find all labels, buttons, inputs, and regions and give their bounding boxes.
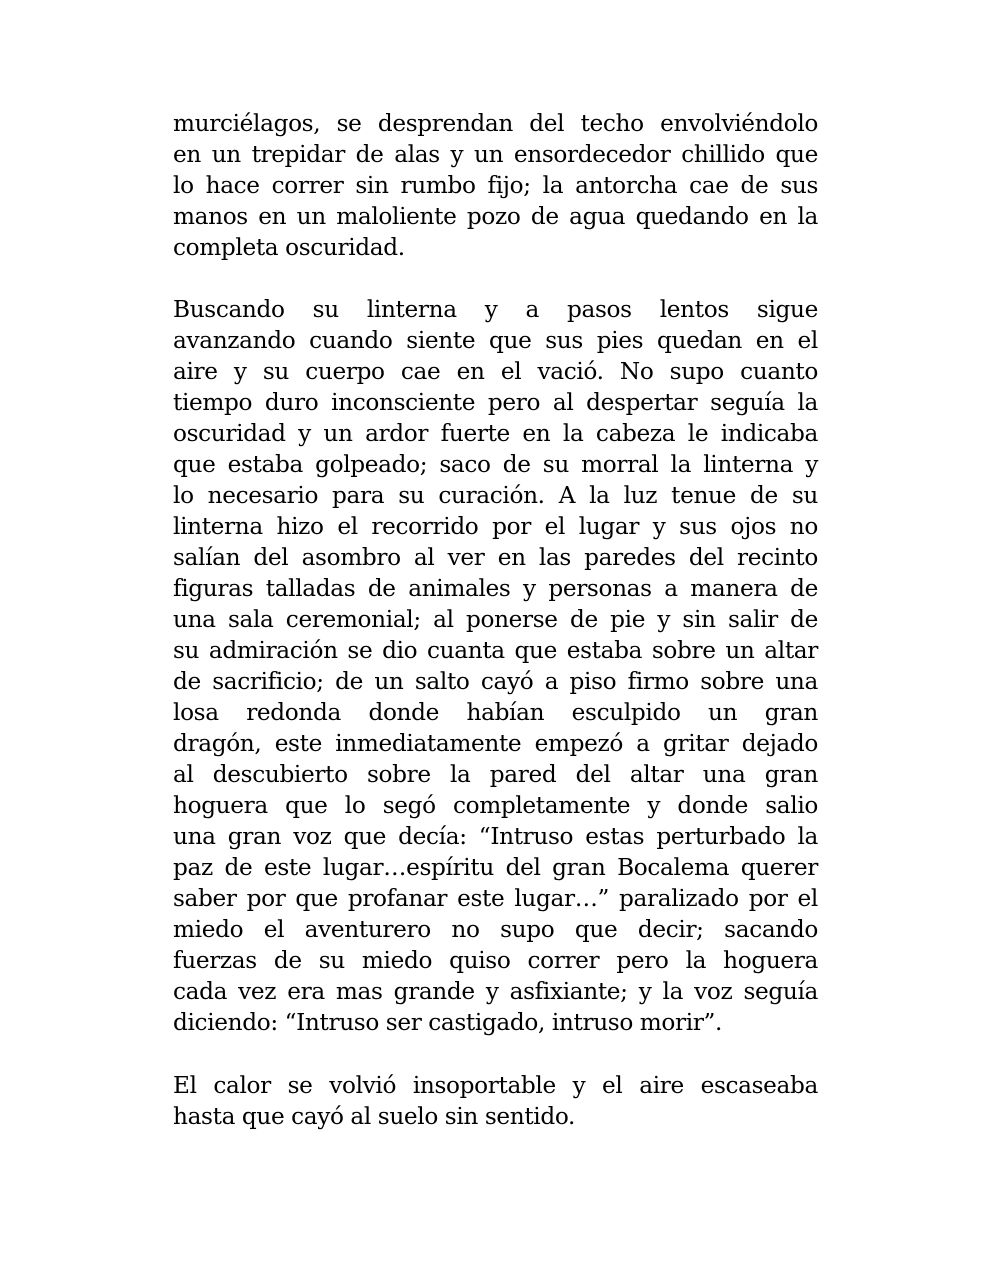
text-line: manos en un maloliente pozo de agua quedando en la: [173, 203, 818, 230]
text-line: de sacrificio; de un salto cayó a piso firmo sobre una: [173, 668, 818, 695]
text-line: una sala ceremonial; al ponerse de pie y sin salir de: [173, 606, 818, 633]
text-line: que estaba golpeado; saco de su morral la linterna y: [173, 451, 818, 478]
text-line: hoguera que lo segó completamente y donde salio: [173, 792, 818, 819]
paragraph-1: [173, 108, 818, 263]
text-line: su admiración se dio cuanta que estaba sobre un altar: [173, 637, 818, 664]
paragraph-3: [173, 1070, 818, 1132]
text-line: dragón, este inmediatamente empezó a gritar dejado: [173, 730, 818, 757]
text-line: murciélagos, se desprendan del techo envolviéndolo: [173, 110, 818, 137]
text-line: oscuridad y un ardor fuerte en la cabeza le indicaba: [173, 420, 818, 447]
text-line: hasta que cayó al suelo sin sentido.: [173, 1103, 576, 1130]
text-line: figuras talladas de animales y personas a manera de: [173, 575, 818, 602]
text-line: saber por que profanar este lugar…” paralizado por el: [173, 885, 818, 912]
text-line: cada vez era mas grande y asfixiante; y la voz seguía: [173, 978, 818, 1005]
text-line: linterna hizo el recorrido por el lugar y sus ojos no: [173, 513, 818, 540]
text-line: aire y su cuerpo cae en el vació. No supo cuanto: [173, 358, 818, 385]
text-line: tiempo duro inconsciente pero al despertar seguía la: [173, 389, 818, 416]
text-line: una gran voz que decía: “Intruso estas perturbado la: [173, 823, 818, 850]
text-line: miedo el aventurero no supo que decir; sacando: [173, 916, 818, 943]
paragraph-2: [173, 294, 818, 1038]
text-line: Buscando su linterna y a pasos lentos sigue: [173, 296, 818, 323]
text-line: diciendo: “Intruso ser castigado, intruso morir”.: [173, 1009, 723, 1036]
text-line: lo hace correr sin rumbo fijo; la antorcha cae de sus: [173, 172, 818, 199]
text-line: completa oscuridad.: [173, 234, 405, 261]
text-line: paz de este lugar…espíritu del gran Bocalema querer: [173, 854, 818, 881]
text-line: losa redonda donde habían esculpido un gran: [173, 699, 818, 726]
text-line: salían del asombro al ver en las paredes del recinto: [173, 544, 818, 571]
text-line: al descubierto sobre la pared del altar una gran: [173, 761, 818, 788]
text-line: en un trepidar de alas y un ensordecedor chillido que: [173, 141, 818, 168]
text-line: lo necesario para su curación. A la luz tenue de su: [173, 482, 818, 509]
text-line: avanzando cuando siente que sus pies quedan en el: [173, 327, 818, 354]
text-line: El calor se volvió insoportable y el aire escaseaba: [173, 1072, 818, 1099]
text-line: fuerzas de su miedo quiso correr pero la hoguera: [173, 947, 818, 974]
